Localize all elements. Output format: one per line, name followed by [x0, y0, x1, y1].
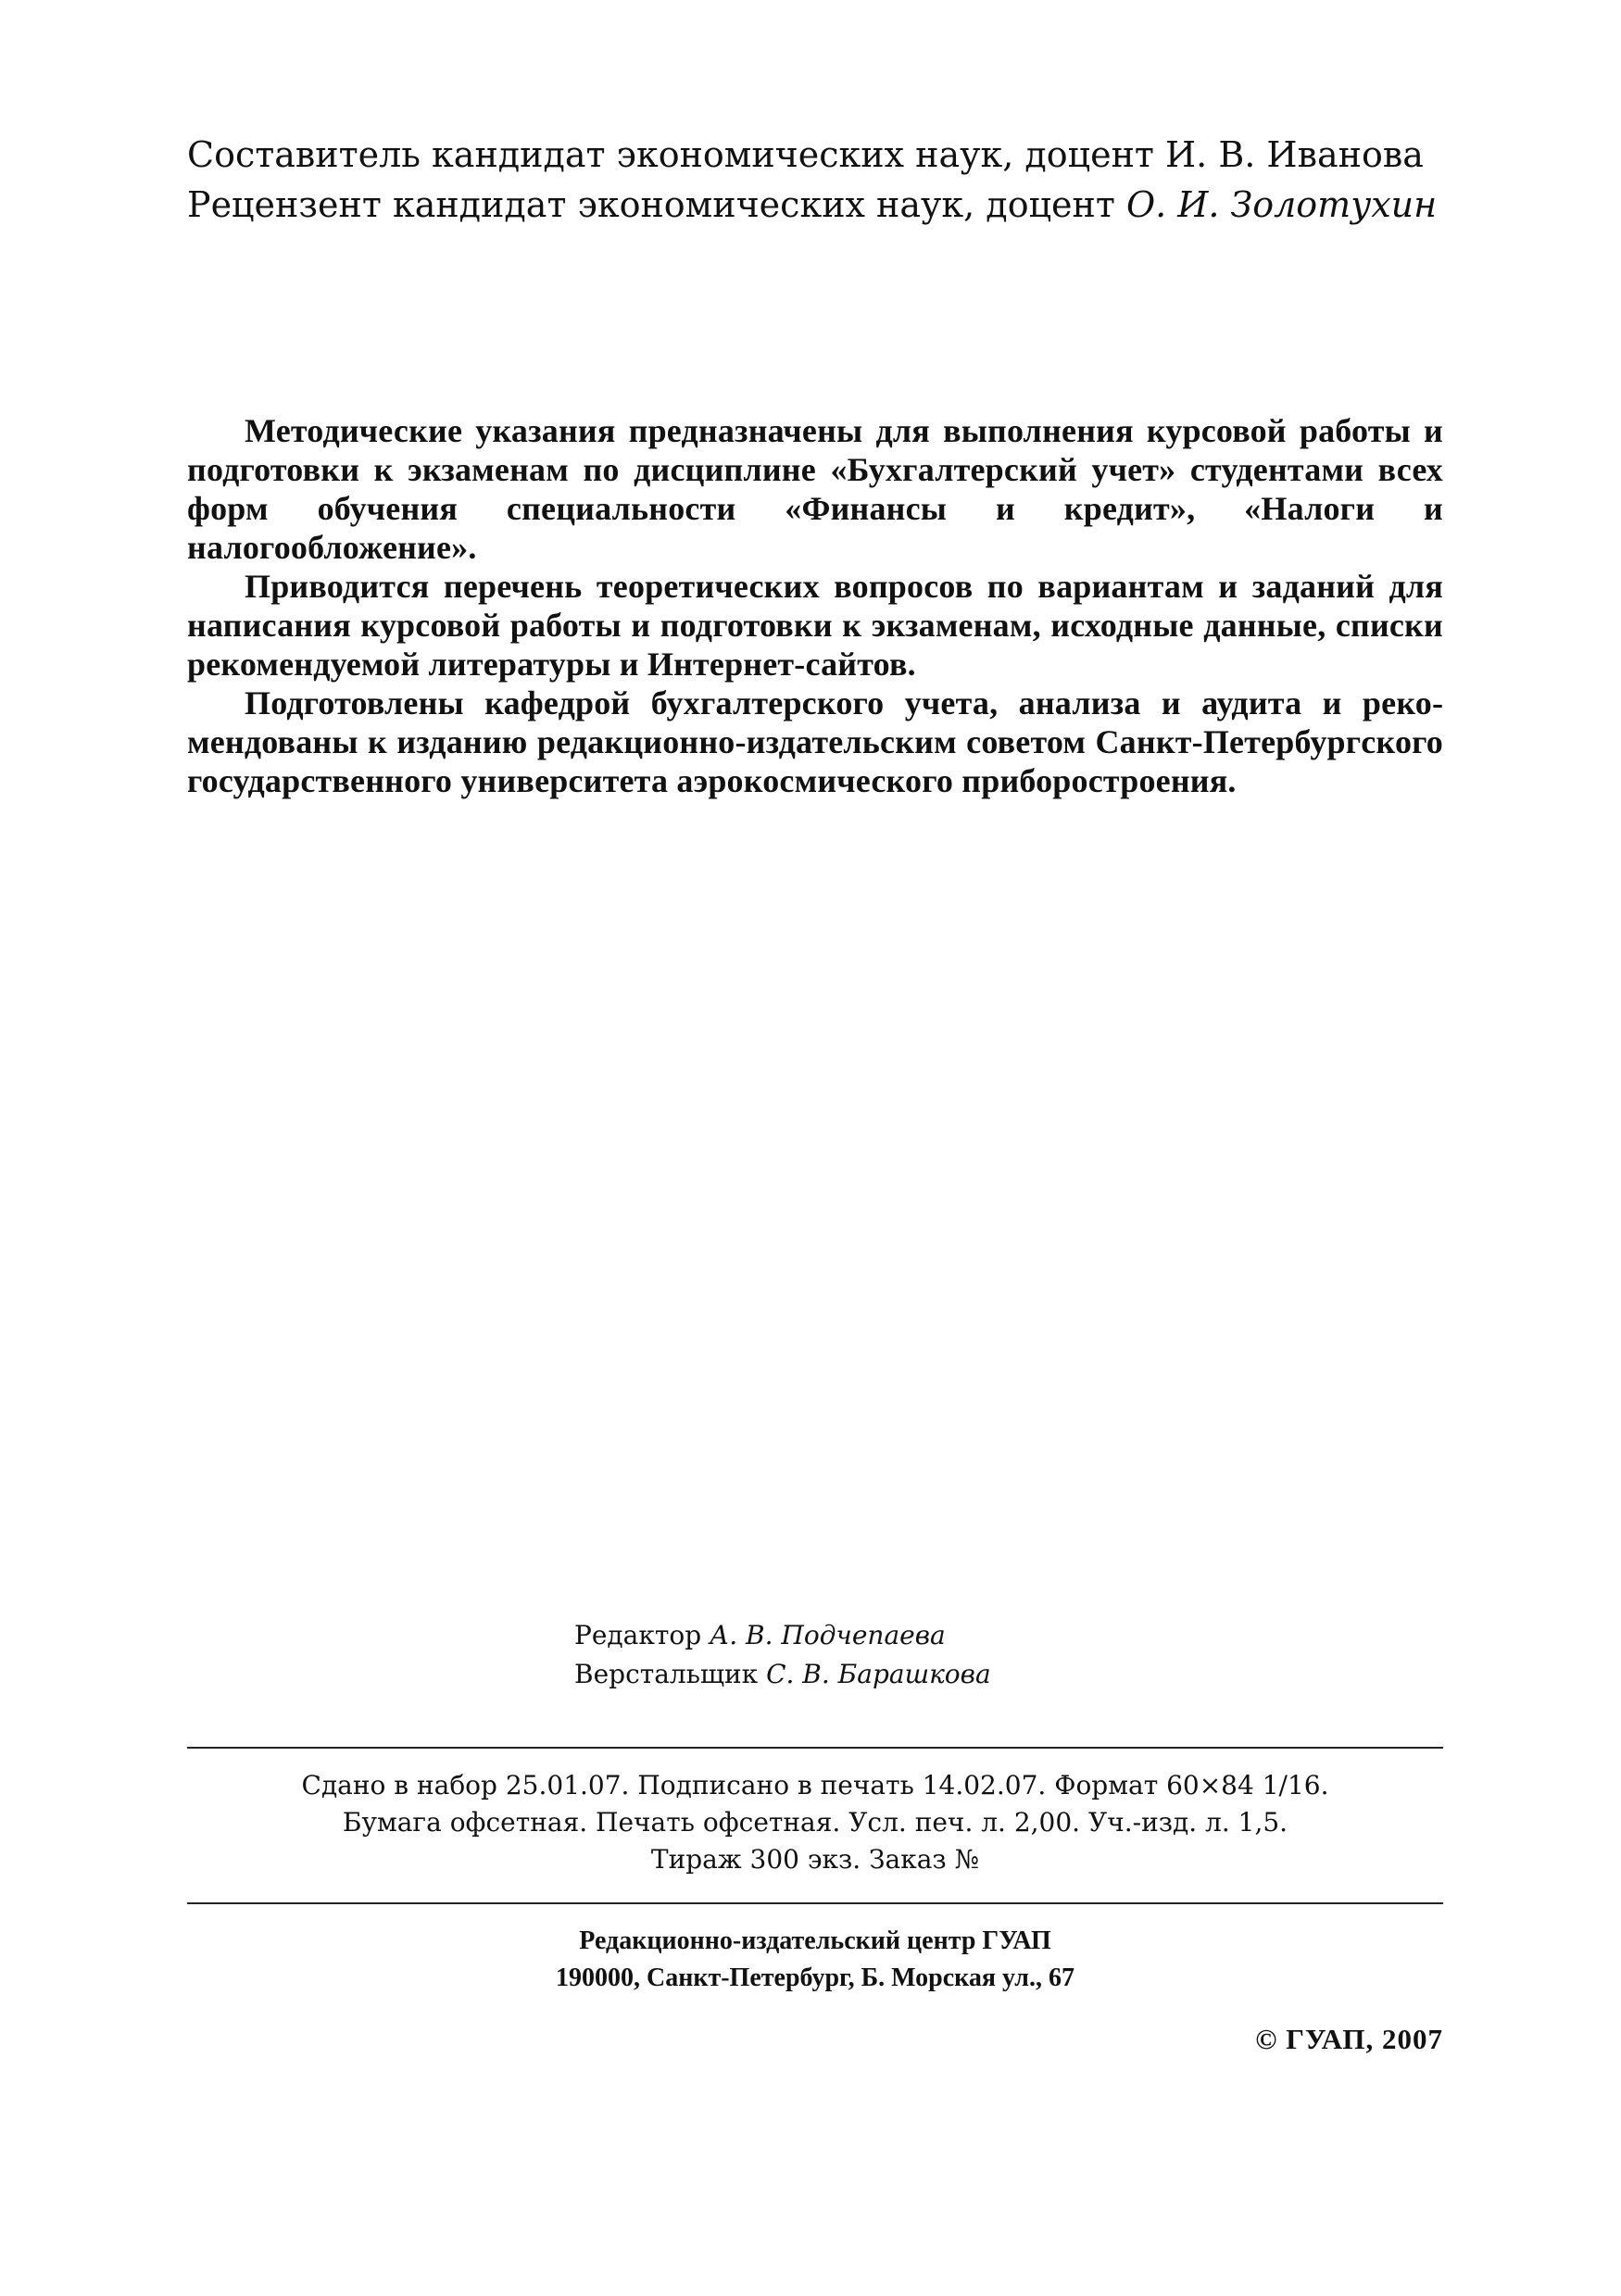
compiler-prefix: Составитель кандидат экономических наук, доцент — [187, 134, 1154, 175]
reviewer-prefix: Рецензент кандидат экономических наук, доцент — [187, 184, 1115, 225]
editor-name: А. В. Подчепаева — [710, 1620, 946, 1650]
imprint-line-2: Бумага офсетная. Печать офсетная. Усл. печ. л. 2,00. Уч.-изд. л. 1,5. — [342, 1807, 1288, 1838]
layout-line — [574, 1655, 991, 1694]
compiler-line — [187, 130, 1484, 180]
copyright-notice: © ГУАП, 2007 — [1255, 2023, 1443, 2055]
staff-block — [574, 1616, 991, 1694]
abstract-paragraph-2: Приводится перечень теоретических вопросов по вариантам и заданий для написания курсовой работы и подготовки к экзаменам, исходные данные, списки рекомендуемой литературы и Интернет-сайтов. — [187, 568, 1443, 683]
abstract-block — [187, 411, 1443, 800]
imprint-block — [187, 1767, 1443, 1878]
imprint-top-rule — [187, 1747, 1443, 1749]
publisher-name: Редакционно-издательский центр ГУАП — [579, 1926, 1051, 1955]
publisher-block — [187, 1923, 1443, 1997]
abstract-paragraph-1: Методические указания предназначены для выполнения курсовой работы и подготовки к экзаменам по дисциплине «Бухгалтерский учет» студентами всех форм обучения специальности «Финансы и кредит», «Налоги и налогообложение». — [187, 412, 1443, 566]
publisher-address: 190000, Санкт-Петербург, Б. Морская ул., 67 — [555, 1964, 1075, 1992]
editor-label: Редактор — [574, 1620, 702, 1650]
layout-name: С. В. Барашкова — [766, 1659, 991, 1689]
compiler-name: И. В. Иванова — [1165, 134, 1424, 175]
imprint-line-3: Тираж 300 экз. Заказ № — [650, 1844, 980, 1875]
reviewer-line — [187, 180, 1484, 230]
layout-label: Верстальщик — [574, 1659, 759, 1689]
imprint-bottom-rule — [187, 1902, 1443, 1904]
abstract-paragraph-3: Подготовлены кафедрой бухгалтерского учета, анализа и аудита и рекомендованы к изданию редакционно-издательским советом Санкт-Петербургского государственного университета аэрокосмического приборостроения. — [187, 684, 1443, 799]
credits-block — [187, 130, 1484, 230]
imprint-line-1: Сдано в набор 25.01.07. Подписано в печать 14.02.07. Формат 60×84 1/16. — [301, 1770, 1329, 1800]
editor-line — [574, 1616, 991, 1655]
reviewer-name: О. И. Золотухин — [1125, 184, 1438, 225]
